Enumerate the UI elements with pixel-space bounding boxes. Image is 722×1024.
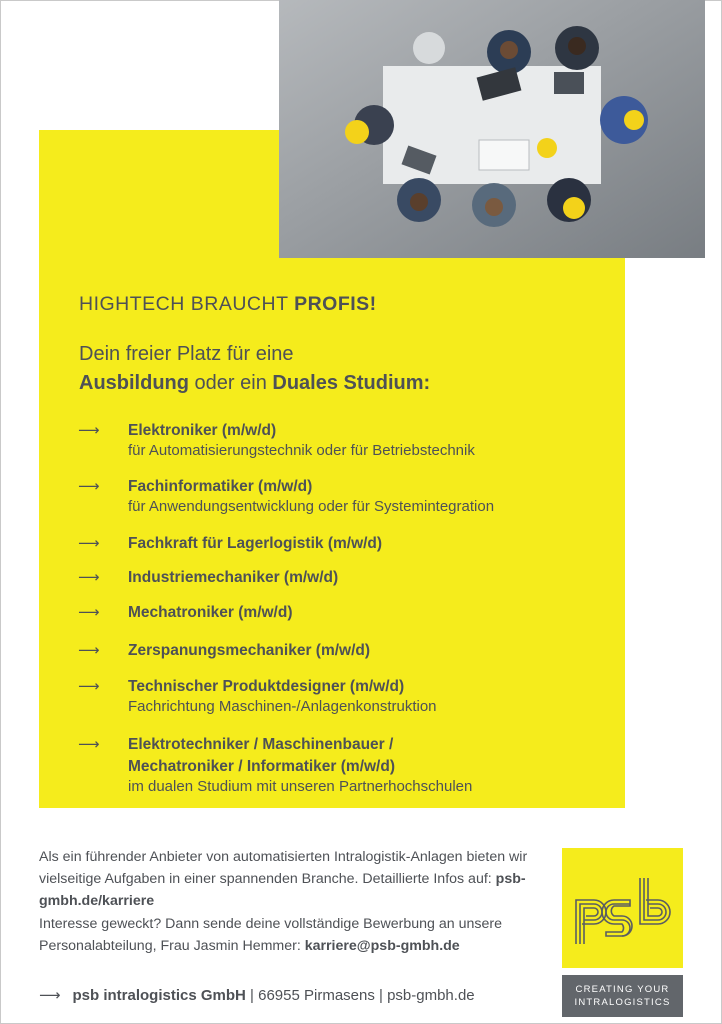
arrow-right-icon: ⟶ [78, 736, 100, 753]
intro-line-1: Dein freier Platz für eine [79, 343, 294, 365]
team-photo [279, 0, 705, 258]
tagline-line-1: CREATING YOUR [575, 984, 670, 995]
psb-logo-mark [562, 848, 683, 968]
footer-address: | 66955 Pirmasens | psb-gmbh.de [245, 987, 475, 1004]
job-subtitle: für Anwendungsentwicklung oder für Systemintegration [128, 498, 495, 515]
arrow-right-icon: ⟶ [78, 642, 100, 659]
job-title: Zerspanungsmechaniker (m/w/d) [128, 642, 371, 659]
email-link[interactable]: karriere@psb-gmbh.de [304, 938, 460, 954]
job-title: Technischer Produktdesigner (m/w/d) [128, 678, 405, 695]
application-paragraph: Interesse geweckt? Dann sende deine vollständige Bewerbung an unsere Personalabteilung, Frau Jasmin Hemmer: karriere@psb-gmbh.de [39, 916, 502, 954]
intro-line-2: Ausbildung oder ein Duales Studium: [79, 372, 431, 394]
job-title: Elektrotechniker / Maschinenbauer / [128, 736, 394, 753]
company-info-paragraph: Als ein führender Anbieter von automatisierten Intralogistik-Anlagen bieten wir vielseitige Aufgaben in einer spannenden Branche. Detaillierte Infos auf: psb-gmbh.de/karriere [39, 849, 528, 909]
job-subtitle: im dualen Studium mit unseren Partnerhochschulen [128, 778, 473, 795]
arrow-right-icon: ⟶ [78, 604, 100, 621]
psb-logo [562, 848, 683, 968]
arrow-right-icon: ⟶ [78, 422, 100, 439]
page-headline: HIGHTECH BRAUCHT PROFIS! [79, 293, 377, 315]
job-title-line-2: Mechatroniker / Informatiker (m/w/d) [128, 758, 395, 775]
company-name: psb intralogistics GmbH [72, 987, 246, 1004]
career-link[interactable]: psb-gmbh.de/karriere [39, 871, 526, 909]
job-title: Mechatroniker (m/w/d) [128, 604, 293, 621]
arrow-right-icon: ⟶ [78, 678, 100, 695]
footer-line [39, 986, 475, 1004]
arrow-right-icon: ⟶ [78, 478, 100, 495]
job-title: Industriemechaniker (m/w/d) [128, 569, 339, 586]
job-subtitle: Fachrichtung Maschinen-/Anlagenkonstruktion [128, 698, 437, 715]
arrow-right-icon: ⟶ [78, 569, 100, 586]
tagline-box [562, 975, 683, 1017]
job-title: Fachinformatiker (m/w/d) [128, 478, 313, 495]
tagline-line-2: INTRALOGISTICS [574, 997, 671, 1008]
arrow-right-icon: ⟶ [39, 987, 61, 1004]
job-subtitle: für Automatisierungstechnik oder für Betriebstechnik [128, 442, 475, 459]
job-title: Fachkraft für Lagerlogistik (m/w/d) [128, 535, 383, 552]
job-title: Elektroniker (m/w/d) [128, 422, 277, 439]
arrow-right-icon: ⟶ [78, 535, 100, 552]
